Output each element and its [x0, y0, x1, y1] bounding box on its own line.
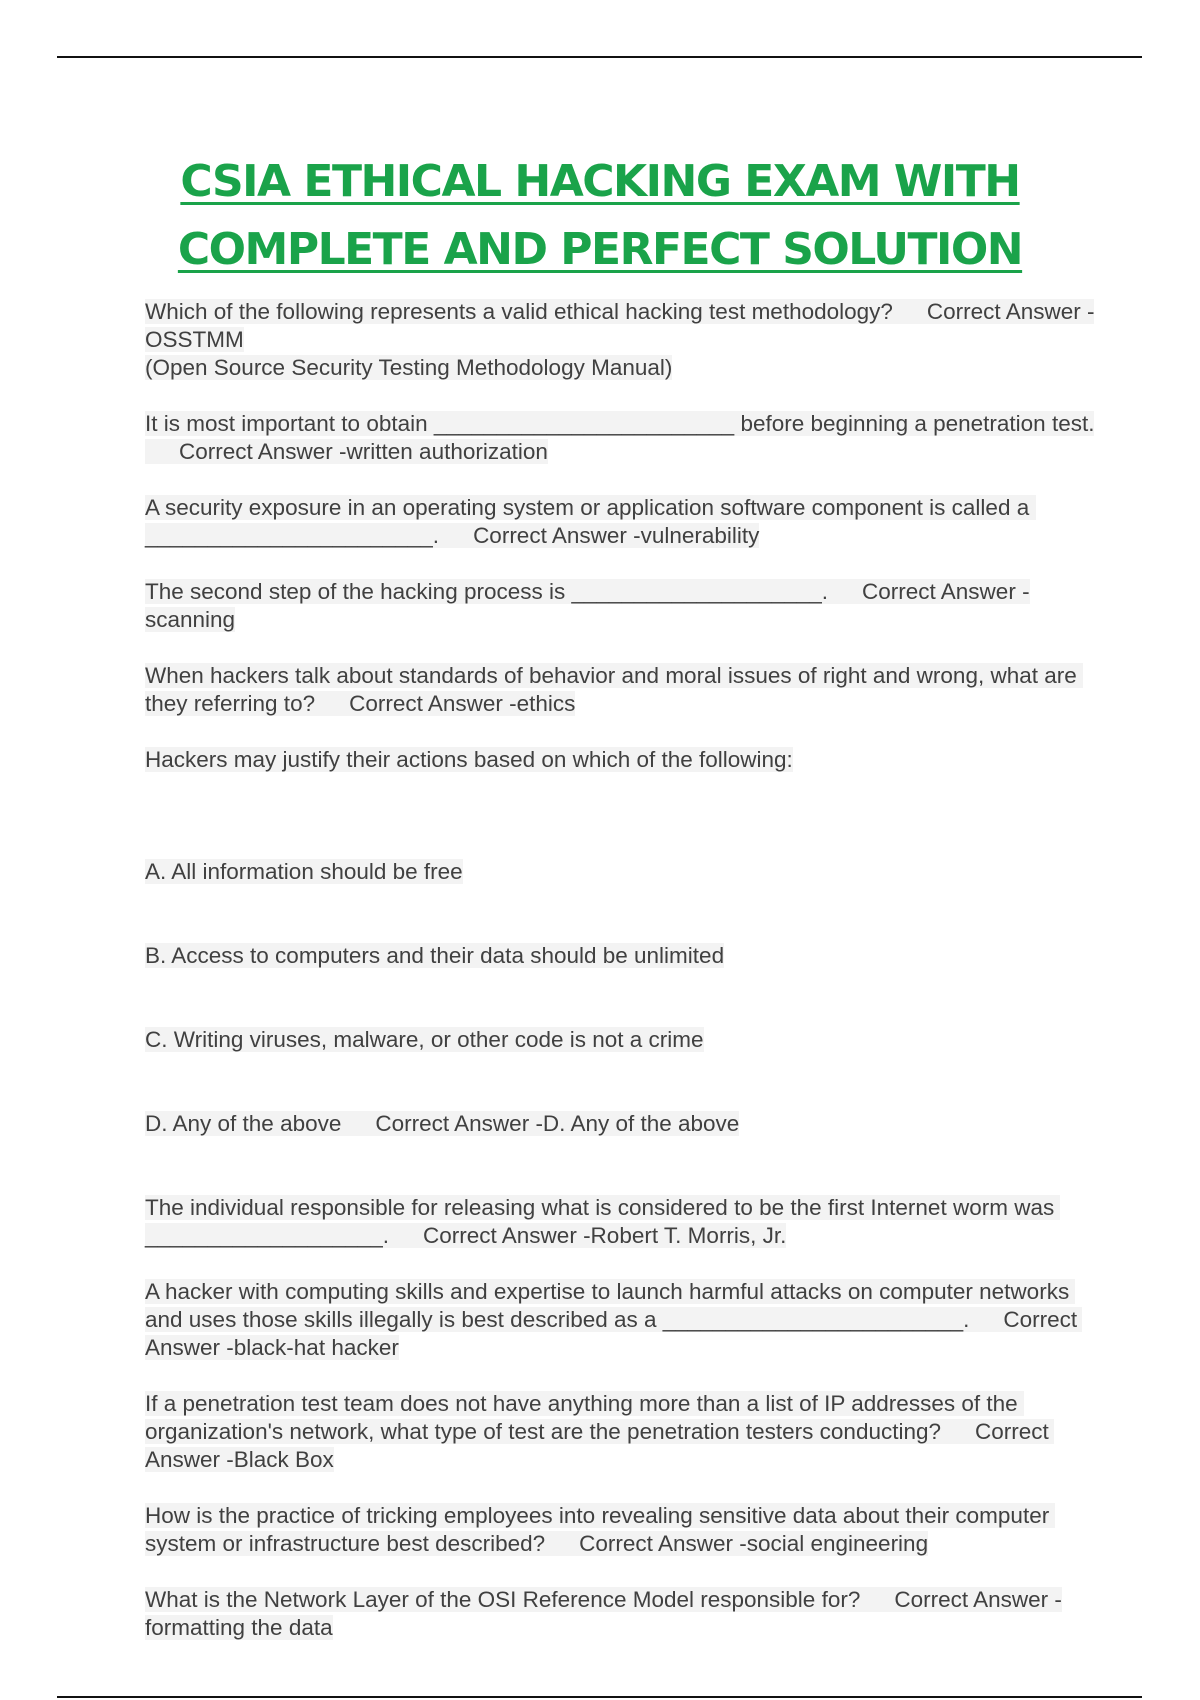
question-text: A hacker with computing skills and expertise to launch harmful attacks on computer networks and uses those skills illegally is best described as a ________________________.	[145, 1279, 1076, 1332]
question-text: When hackers talk about standards of behavior and moral issues of right and wrong, what are they referring to?	[145, 663, 1084, 716]
title-line-1: CSIA ETHICAL HACKING EXAM WITH	[180, 156, 1020, 207]
question-text: It is most important to obtain ________________________ before beginning a penetration test.	[145, 411, 1095, 436]
question-text: Hackers may justify their actions based on which of the following:	[145, 747, 793, 772]
question-text: Which of the following represents a valid ethical hacking test methodology?	[145, 299, 893, 324]
answer-text: Correct Answer -Black Box	[145, 1419, 1054, 1472]
qa-list	[145, 298, 1095, 1670]
option-c: C. Writing viruses, malware, or other code is not a crime	[145, 1027, 704, 1052]
qa-item-3	[145, 494, 1095, 550]
answer-text: Correct Answer -written authorization	[179, 439, 548, 464]
answer-text: Correct Answer -D. Any of the above	[375, 1111, 740, 1136]
qa-item-10	[145, 1502, 1095, 1558]
question-text: If a penetration test team does not have anything more than a list of IP addresses of the organization's network, what type of test are the penetration testers conducting?	[145, 1391, 1024, 1444]
qa-item-1	[145, 298, 1095, 382]
question-text: The individual responsible for releasing what is considered to be the first Internet worm was ___________________.	[145, 1195, 1061, 1248]
qa-item-7	[145, 1194, 1095, 1250]
question-text: What is the Network Layer of the OSI Reference Model responsible for?	[145, 1587, 861, 1612]
question-text: The second step of the hacking process is ____________________.	[145, 579, 829, 604]
qa-item-11	[145, 1586, 1095, 1642]
qa-item-5	[145, 662, 1095, 718]
header-rule	[57, 56, 1142, 58]
answer-text: Correct Answer -vulnerability	[473, 523, 760, 548]
qa-item-9	[145, 1390, 1095, 1474]
option-list	[145, 802, 1095, 1194]
answer-text: Correct Answer -black-hat hacker	[145, 1307, 1083, 1360]
qa-item-8	[145, 1278, 1095, 1362]
option-d: D. Any of the above	[145, 1111, 342, 1136]
question-text: How is the practice of tricking employees into revealing sensitive data about their computer system or infrastructure best described?	[145, 1503, 1056, 1556]
answer-text: Correct Answer -ethics	[349, 691, 576, 716]
option-b: B. Access to computers and their data should be unlimited	[145, 943, 725, 968]
answer-text: Correct Answer -social engineering	[579, 1531, 929, 1556]
answer-text: Correct Answer -scanning	[145, 579, 1030, 632]
qa-item-6	[145, 746, 1095, 774]
answer-text: Correct Answer -formatting the data	[145, 1587, 1062, 1640]
title-line-2: COMPLETE AND PERFECT SOLUTION	[177, 224, 1023, 275]
qa-item-4	[145, 578, 1095, 634]
answer-text: Correct Answer -Robert T. Morris, Jr.	[423, 1223, 787, 1248]
option-a: A. All information should be free	[145, 859, 463, 884]
document-title	[0, 148, 1200, 284]
footer-rule	[57, 1696, 1142, 1698]
answer-text: Correct Answer -OSSTMM (Open Source Security Testing Methodology Manual)	[145, 299, 1095, 380]
question-text: A security exposure in an operating system or application software component is called a _______________________.	[145, 495, 1036, 548]
qa-item-2	[145, 410, 1095, 466]
